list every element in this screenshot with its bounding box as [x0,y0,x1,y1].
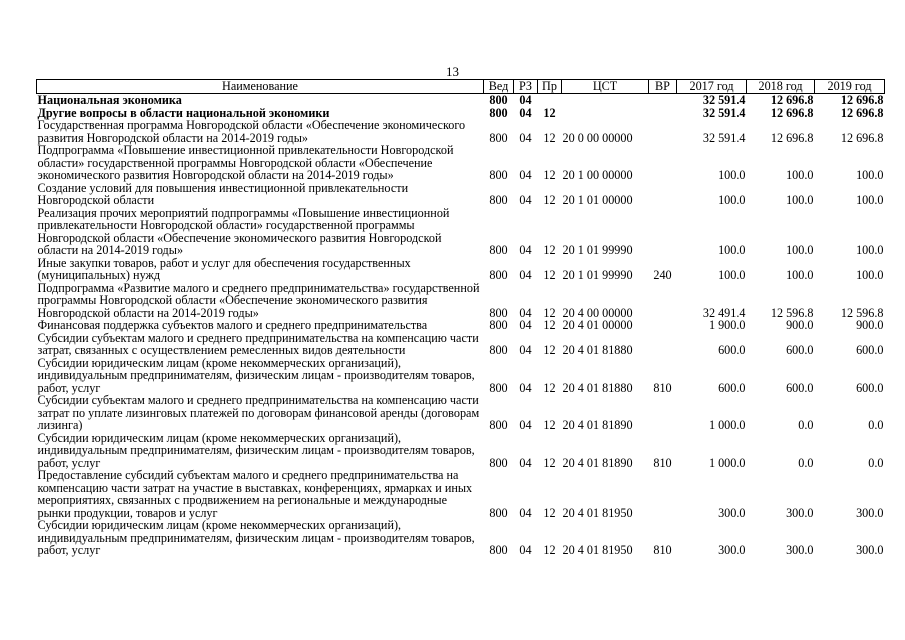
row-ved: 800 [489,318,508,332]
row-cst: 20 1 01 99990 [562,268,633,282]
row-pr: 12 [543,343,556,357]
row-2018: 600.0 [786,380,814,395]
table-row [37,282,885,320]
row-2017: 32 591.4 [702,93,746,107]
table-row [37,182,885,207]
row-ved: 800 [489,543,508,557]
row-rz: 04 [519,243,532,257]
table-header-row [37,80,885,94]
budget-table [36,79,885,557]
row-pr: 12 [543,380,556,395]
table-row [37,119,885,144]
row-2019: 12 696.8 [840,93,884,107]
row-rz: 04 [519,380,532,395]
row-ved: 800 [489,193,508,207]
row-name: Другие вопросы в области национальной экономики [37,105,330,120]
row-2018: 12 696.8 [770,93,814,107]
row-rz: 04 [519,105,532,120]
row-2017: 32 491.4 [702,305,746,320]
row-rz: 04 [519,93,532,107]
row-2017: 100.0 [718,268,746,282]
row-cst [562,107,649,120]
row-name: Предоставление субсидий субъектам малого и среднего предпринимательства на компенсацию части затрат на участие в выставках, конференциях, ярмарках и иных мероприятиях, связанных с продвижением на региональные и международные рынки продукции, товаров и услуг [37,468,473,520]
header-2017: 2017 год [677,80,747,94]
row-name: Субсидии юридическим лицам (кроме некоммерческих организаций), индивидуальным предпринимателям, физическим лицам - производителям товаров, работ, услуг [37,355,475,395]
table-row [37,469,885,519]
row-2019: 0.0 [868,455,884,470]
table-row [37,432,885,470]
row-vr [649,394,677,432]
row-name: Государственная программа Новгородской области «Обеспечение экономического развития Новгородской области на 2014-2019 годы» [37,118,466,145]
table-row [37,357,885,395]
row-cst [562,94,649,107]
row-ved: 800 [489,455,508,470]
table-row [37,144,885,182]
row-rz: 04 [519,343,532,357]
row-name: Подпрограмма «Развитие малого и среднего предпринимательства» государственной программы Новгородской области «Обеспечение экономического развития Новгородской области на 2014-2019 годы» [37,280,480,320]
row-2017: 1 000.0 [708,418,746,432]
row-2019: 0.0 [868,418,884,432]
header-ved: Вед [484,80,514,94]
row-ved: 800 [489,130,508,145]
row-name: Субсидии юридическим лицам (кроме некоммерческих организаций), индивидуальным предпринимателям, физическим лицам - производителям товаров, работ, услуг [37,518,475,557]
row-2018: 100.0 [786,193,814,207]
header-vr: ВР [649,80,677,94]
row-name: Финансовая поддержка субъектов малого и среднего предпринимательства [37,318,428,332]
row-name: Подпрограмма «Повышение инвестиционной привлекательности Новгородской области» государственной программы Новгородской области «Обеспечение экономического развития Новгородской области на 2014-2019 годы» [37,143,454,182]
row-rz: 04 [519,193,532,207]
row-pr: 12 [543,168,556,182]
header-2018: 2018 год [747,80,815,94]
row-2017: 1 000.0 [708,455,746,470]
table-row [37,332,885,357]
row-pr: 12 [543,130,556,145]
row-pr: 12 [543,243,556,257]
row-ved: 800 [489,268,508,282]
row-2019: 100.0 [856,168,884,182]
row-name: Субсидии юридическим лицам (кроме некоммерческих организаций), индивидуальным предпринимателям, физическим лицам - производителям товаров, работ, услуг [37,430,475,470]
row-vr [649,207,677,257]
row-2018: 100.0 [786,243,814,257]
row-name: Национальная экономика [37,93,182,107]
row-pr: 12 [543,455,556,470]
page-number: 13 [446,64,459,79]
row-2018: 100.0 [786,268,814,282]
row-pr: 12 [543,268,556,282]
row-2019: 300.0 [856,543,884,557]
row-vr [649,332,677,357]
row-ved: 800 [489,343,508,357]
row-pr: 12 [543,105,556,120]
row-rz: 04 [519,418,532,432]
row-cst: 20 4 01 81950 [562,543,633,557]
row-vr [649,107,677,120]
row-2019: 600.0 [856,343,884,357]
row-vr [649,144,677,182]
table-body [37,94,885,557]
row-vr [649,469,677,519]
row-ved: 800 [489,305,508,320]
row-vr [649,94,677,107]
row-2018: 300.0 [786,505,814,520]
row-2019: 100.0 [856,268,884,282]
row-name: Иные закупки товаров, работ и услуг для обеспечения государственных (муниципальных) нужд [37,255,411,282]
row-2018: 0.0 [798,455,814,470]
row-2018: 100.0 [786,168,814,182]
row-2017: 32 591.4 [702,130,746,145]
row-vr [649,119,677,144]
row-rz: 04 [519,168,532,182]
row-vr: 810 [653,455,672,470]
row-rz: 04 [519,318,532,332]
row-2018: 12 596.8 [770,305,814,320]
row-2019: 300.0 [856,505,884,520]
table-row [37,394,885,432]
row-cst: 20 4 01 81890 [562,455,633,470]
row-rz: 04 [519,455,532,470]
row-cst: 20 1 00 00000 [562,168,633,182]
row-cst: 20 4 01 81880 [562,380,633,395]
row-2017: 300.0 [718,543,746,557]
row-pr: 12 [543,318,556,332]
row-rz: 04 [519,305,532,320]
row-2017: 1 900.0 [708,318,746,332]
row-rz: 04 [519,505,532,520]
row-vr: 810 [653,543,672,557]
row-2019: 12 696.8 [840,105,884,120]
row-rz: 04 [519,268,532,282]
row-cst: 20 1 01 99990 [562,243,633,257]
header-name: Наименование [37,80,484,94]
row-pr [538,94,562,107]
row-2018: 300.0 [786,543,814,557]
row-pr: 12 [543,305,556,320]
row-pr: 12 [543,543,556,557]
row-ved: 800 [489,418,508,432]
row-vr [649,319,677,332]
header-2019: 2019 год [815,80,885,94]
row-ved: 800 [489,505,508,520]
row-2018: 900.0 [786,318,814,332]
row-ved: 800 [489,93,508,107]
header-pr: Пр [538,80,562,94]
row-2017: 100.0 [718,243,746,257]
row-2019: 900.0 [856,318,884,332]
row-2017: 600.0 [718,343,746,357]
row-ved: 800 [489,380,508,395]
row-2018: 0.0 [798,418,814,432]
row-2017: 100.0 [718,193,746,207]
header-rz: РЗ [514,80,538,94]
row-ved: 800 [489,105,508,120]
row-name: Реализация прочих мероприятий подпрограммы «Повышение инвестиционной привлекательности Новгородской области» государственной программы Новгородской области «Обеспечение экономического развития Новгородской области на 2014-2019 годы» [37,205,450,257]
row-cst: 20 4 01 00000 [562,318,633,332]
row-2017: 300.0 [718,505,746,520]
row-ved: 800 [489,168,508,182]
row-name: Субсидии субъектам малого и среднего предпринимательства на компенсацию части затрат по уплате лизинговых платежей по договорам финансовой аренды (договорам лизинга) [37,393,480,432]
row-2019: 12 696.8 [840,130,884,145]
row-vr: 810 [653,380,672,395]
row-cst: 20 4 01 81890 [562,418,633,432]
row-vr [649,282,677,320]
row-2018: 12 696.8 [770,130,814,145]
table-row [37,319,885,332]
row-pr: 12 [543,418,556,432]
row-2017: 100.0 [718,168,746,182]
row-2019: 100.0 [856,193,884,207]
row-name: Субсидии субъектам малого и среднего предпринимательства на компенсацию части затрат, связанных с осуществлением ремесленных видов деятельности [37,330,479,357]
row-cst: 20 4 01 81950 [562,505,633,520]
row-rz: 04 [519,130,532,145]
row-2018: 12 696.8 [770,105,814,120]
table-row [37,519,885,557]
row-cst: 20 4 01 81880 [562,343,633,357]
table-row [37,94,885,107]
row-vr [649,182,677,207]
row-vr: 240 [653,268,672,282]
row-pr: 12 [543,505,556,520]
row-2019: 12 596.8 [840,305,884,320]
row-2017: 600.0 [718,380,746,395]
row-2019: 600.0 [856,380,884,395]
table-row [37,207,885,257]
row-cst: 20 0 00 00000 [562,130,633,145]
row-cst: 20 1 01 00000 [562,193,633,207]
row-2017: 32 591.4 [702,105,746,120]
row-ved: 800 [489,243,508,257]
row-cst: 20 4 00 00000 [562,305,633,320]
table-row [37,257,885,282]
row-rz: 04 [519,543,532,557]
row-name: Создание условий для повышения инвестиционной привлекательности Новгородской области [37,180,409,207]
row-pr: 12 [543,193,556,207]
row-2018: 600.0 [786,343,814,357]
row-2019: 100.0 [856,243,884,257]
header-cst: ЦСТ [562,80,649,94]
